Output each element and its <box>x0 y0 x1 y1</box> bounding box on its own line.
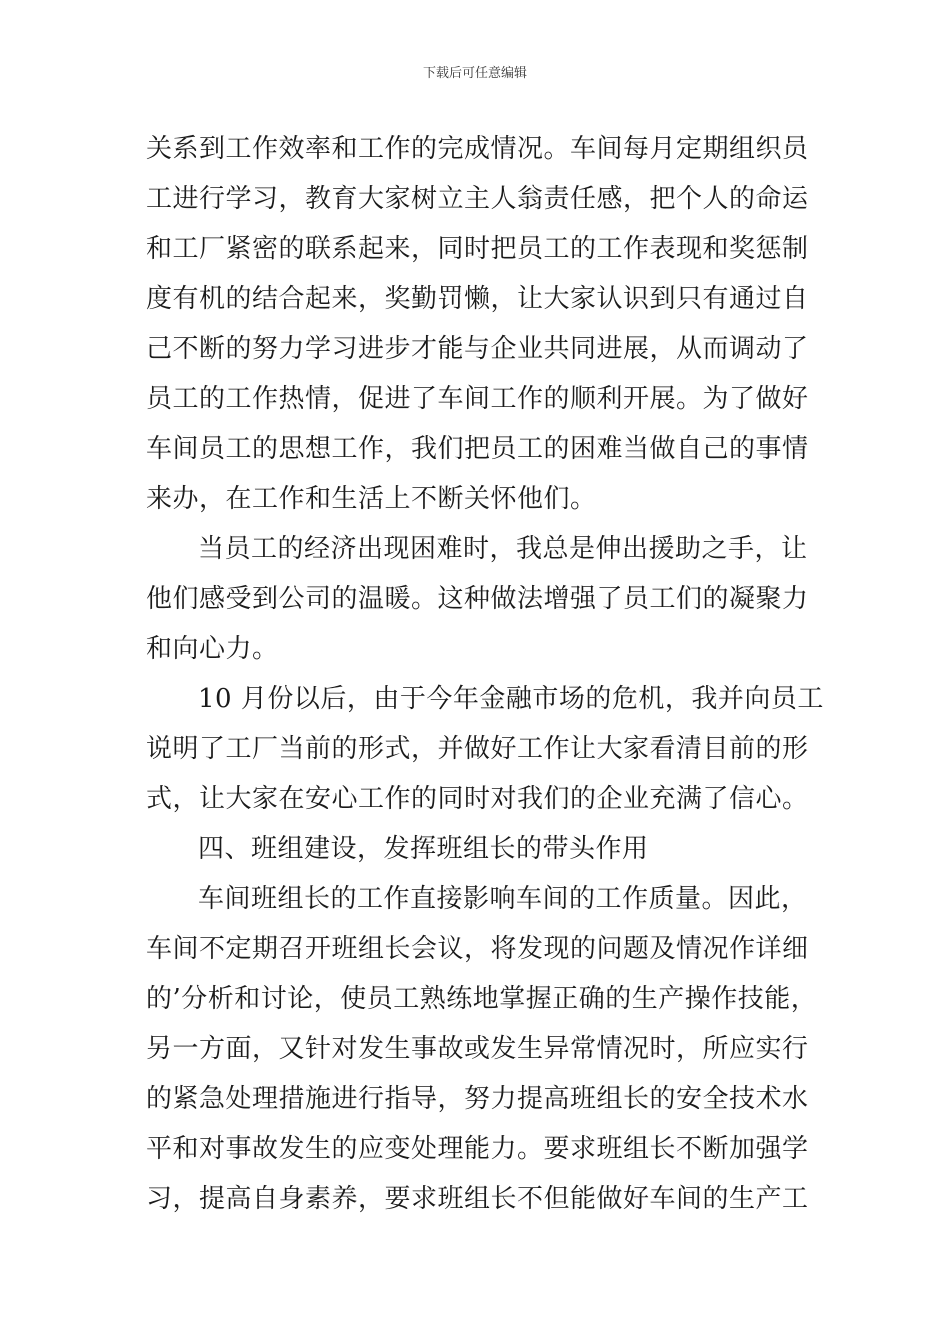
text-line: 来办，在工作和生活上不断关怀他们。 <box>146 484 597 514</box>
text-line: 另一方面，又针对发生事故或发生异常情况时，所应实行 <box>146 1034 809 1064</box>
text-line: 说明了工厂当前的形式，并做好工作让大家看清目前的形 <box>146 734 809 764</box>
page-header: 下载后可任意编辑 <box>422 66 527 81</box>
text-line: 员工的工作热情，促进了车间工作的顺利开展。为了做好 <box>146 384 809 414</box>
text-line: 和向心力。 <box>146 634 279 664</box>
text-line: 式，让大家在安心工作的同时对我们的企业充满了信心。 <box>146 784 809 814</box>
text-line: 车间班组长的工作直接影响车间的工作质量。因此， <box>198 884 808 914</box>
text-line: 度有机的结合起来，奖勤罚懒，让大家认识到只有通过自 <box>146 284 809 314</box>
text-line: 车间不定期召开班组长会议，将发现的问题及情况作详细 <box>146 934 809 964</box>
text-line: 关系到工作效率和工作的完成情况。车间每月定期组织员 <box>146 134 809 164</box>
text-line: 他们感受到公司的温暖。这种做法增强了员工们的凝聚力 <box>146 584 809 614</box>
text-line: 和工厂紧密的联系起来，同时把员工的工作表现和奖惩制 <box>146 234 809 264</box>
text-line: 习，提高自身素养，要求班组长不但能做好车间的生产工 <box>146 1184 809 1214</box>
text-line: 当员工的经济出现困难时，我总是伸出援助之手，让 <box>198 534 808 564</box>
document-body <box>146 124 824 1224</box>
text-line: 己不断的努力学习进步才能与企业共同进展，从而调动了 <box>146 334 809 364</box>
text-line: 的’分析和讨论，使员工熟练地掌握正确的生产操作技能， <box>146 984 818 1014</box>
section-heading: 四、班组建设，发挥班组长的带头作用 <box>198 834 649 864</box>
text-line: 平和对事故发生的应变处理能力。要求班组长不断加强学 <box>146 1134 809 1164</box>
text-line: 的紧急处理措施进行指导，努力提高班组长的安全技术水 <box>146 1084 809 1114</box>
text-line: 工进行学习，教育大家树立主人翁责任感，把个人的命运 <box>146 184 809 214</box>
text-line: 车间员工的思想工作，我们把员工的困难当做自己的事情 <box>146 434 809 464</box>
text-line: 10 月份以后，由于今年金融市场的危机，我并向员工 <box>198 684 824 714</box>
